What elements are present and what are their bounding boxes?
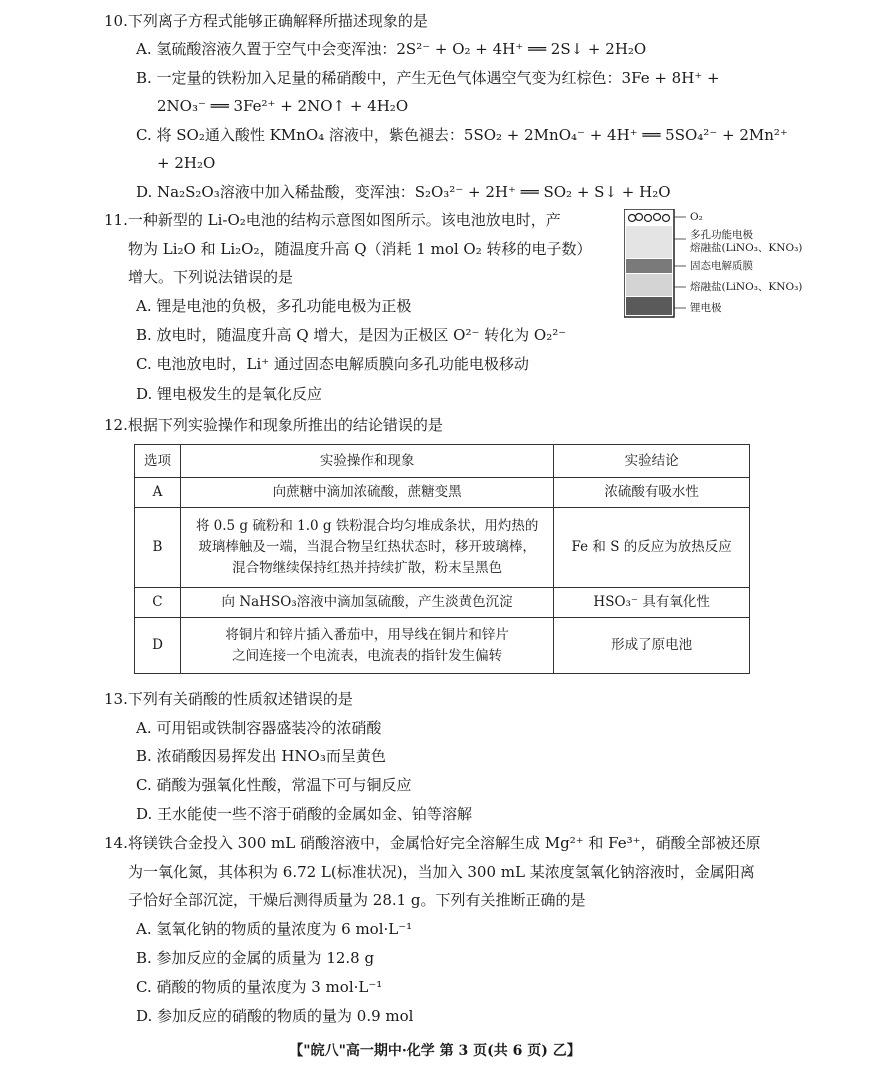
q11-stem-1: 11.一种新型的 Li-O₂电池的结构示意图如图所示。该电池放电时，产: [104, 211, 561, 229]
lithium-electrode-layer: [626, 297, 672, 315]
row-option: B: [135, 508, 181, 588]
q13-option-c: C. 硝酸为强氧化性酸，常温下可与铜反应: [136, 776, 412, 794]
q10-option-b: B. 一定量的铁粉加入足量的稀硝酸中，产生无色气体遇空气变为红棕色：3Fe + 8H⁺ +: [136, 69, 720, 87]
operation-line: 之间连接一个电流表，电流表的指针发生偏转: [232, 647, 503, 664]
row-operation: [180, 618, 553, 674]
q14-stem-2: 为一氧化氮，其体积为 6.72 L(标准状况)，当加入 300 mL 某浓度氢氧化钠溶液时，金属阳离: [128, 863, 755, 881]
header-conclusion: 实验结论: [554, 445, 750, 478]
q10-option-c-cont: + 2H₂O: [157, 154, 216, 172]
q14-stem-1: 14.将镁铁合金投入 300 mL 硝酸溶液中，金属恰好完全溶解生成 Mg²⁺ 和 Fe³⁺，硝酸全部被还原: [104, 834, 761, 852]
q14-option-a: A. 氢氧化钠的物质的量浓度为 6 mol·L⁻¹: [136, 920, 413, 938]
operation-line: 将 0.5 g 硫粉和 1.0 g 铁粉混合均匀堆成条状，用灼热的: [195, 518, 539, 534]
label-o2: O₂: [690, 211, 703, 223]
q14-option-c: C. 硝酸的物质的量浓度为 3 mol·L⁻¹: [136, 978, 383, 996]
table-row: [135, 588, 750, 618]
row-option: A: [135, 478, 181, 508]
table-row: [135, 618, 750, 674]
label-lithium-electrode: 锂电极: [690, 302, 722, 314]
q13-option-a: A. 可用铝或铁制容器盛装冷的浓硝酸: [136, 719, 382, 737]
row-conclusion: Fe 和 S 的反应为放热反应: [554, 508, 750, 588]
membrane-layer: [626, 259, 672, 273]
operation-line: 玻璃棒触及一端，当混合物呈红热状态时，移开玻璃棒，: [198, 539, 536, 555]
row-conclusion: HSO₃⁻ 具有氧化性: [554, 588, 750, 618]
q12-stem: 12.根据下列实验操作和现象所推出的结论错误的是: [104, 416, 443, 434]
q10-option-a: A. 氢硫酸溶液久置于空气中会变浑浊：2S²⁻ + O₂ + 4H⁺ ══ 2S↓ + 2H₂O: [136, 40, 647, 58]
molten-salt-layer: [626, 274, 672, 296]
q11-option-c: C. 电池放电时，Li⁺ 通过固态电解质膜向多孔功能电极移动: [136, 355, 529, 373]
q11-option-a: A. 锂是电池的负极，多孔功能电极为正极: [136, 297, 412, 315]
q11-stem-3: 增大。下列说法错误的是: [128, 268, 294, 286]
table-row: [135, 508, 750, 588]
q13-option-d: D. 王水能使一些不溶于硝酸的金属如金、铂等溶解: [136, 805, 473, 823]
q11-option-d: D. 锂电极发生的是氧化反应: [136, 385, 323, 403]
table-row: [135, 478, 750, 508]
row-option: C: [135, 588, 181, 618]
q11-stem-2: 物为 Li₂O 和 Li₂O₂，随温度升高 Q（消耗 1 mol O₂ 转移的电子数）: [128, 240, 592, 258]
q14-stem-3: 子恰好全部沉淀，干燥后测得质量为 28.1 g。下列有关推断正确的是: [128, 891, 586, 909]
q13-stem: 13.下列有关硝酸的性质叙述错误的是: [104, 690, 353, 708]
q13-option-b: B. 浓硝酸因易挥发出 HNO₃而呈黄色: [136, 747, 386, 765]
label-porous-molten-salt: 熔融盐(LiNO₃、KNO₃): [690, 242, 803, 254]
page-footer: 【"皖八"高一期中·化学 第 3 页(共 6 页) 乙】: [289, 1043, 581, 1059]
operation-line: 将铜片和锌片插入番茄中，用导线在铜片和锌片: [225, 626, 509, 643]
porous-electrode-layer: [626, 226, 672, 258]
table-header-row: [135, 445, 750, 478]
row-operation: [180, 508, 553, 588]
header-operation: 实验操作和现象: [180, 445, 553, 478]
q10-option-d: D. Na₂S₂O₃溶液中加入稀盐酸，变浑浊：S₂O₃²⁻ + 2H⁺ ══ SO₂ + S↓ + H₂O: [136, 183, 671, 201]
q14-option-d: D. 参加反应的硝酸的物质的量为 0.9 mol: [136, 1007, 414, 1025]
q14-option-b: B. 参加反应的金属的质量为 12.8 g: [136, 949, 375, 967]
label-membrane: 固态电解质膜: [690, 260, 753, 272]
row-option: D: [135, 618, 181, 674]
row-operation: 向蔗糖中滴加浓硫酸，蔗糖变黑: [180, 478, 553, 508]
row-conclusion: 浓硫酸有吸水性: [554, 478, 750, 508]
q11-option-b: B. 放电时，随温度升高 Q 增大，是因为正极区 O²⁻ 转化为 O₂²⁻: [136, 326, 567, 344]
header-option: 选项: [135, 445, 181, 478]
label-molten-salt: 熔融盐(LiNO₃、KNO₃): [690, 281, 803, 293]
q10-option-c: C. 将 SO₂通入酸性 KMnO₄ 溶液中，紫色褪去：5SO₂ + 2MnO₄⁻ + 4H⁺ ══ 5SO₄²⁻ + 2Mn²⁺: [136, 126, 788, 144]
row-conclusion: 形成了原电池: [554, 618, 750, 674]
q10-option-b-cont: 2NO₃⁻ ══ 3Fe²⁺ + 2NO↑ + 4H₂O: [157, 97, 409, 115]
row-operation: 向 NaHSO₃溶液中滴加氢硫酸，产生淡黄色沉淀: [180, 588, 553, 618]
label-porous-electrode: 多孔功能电极: [690, 229, 753, 241]
experiment-table: [134, 444, 750, 674]
operation-line: 混合物继续保持红热并持续扩散，粉末呈黑色: [232, 560, 503, 576]
q10-stem: 10.下列离子方程式能够正确解释所描述现象的是: [104, 12, 428, 30]
battery-diagram: [624, 209, 834, 324]
